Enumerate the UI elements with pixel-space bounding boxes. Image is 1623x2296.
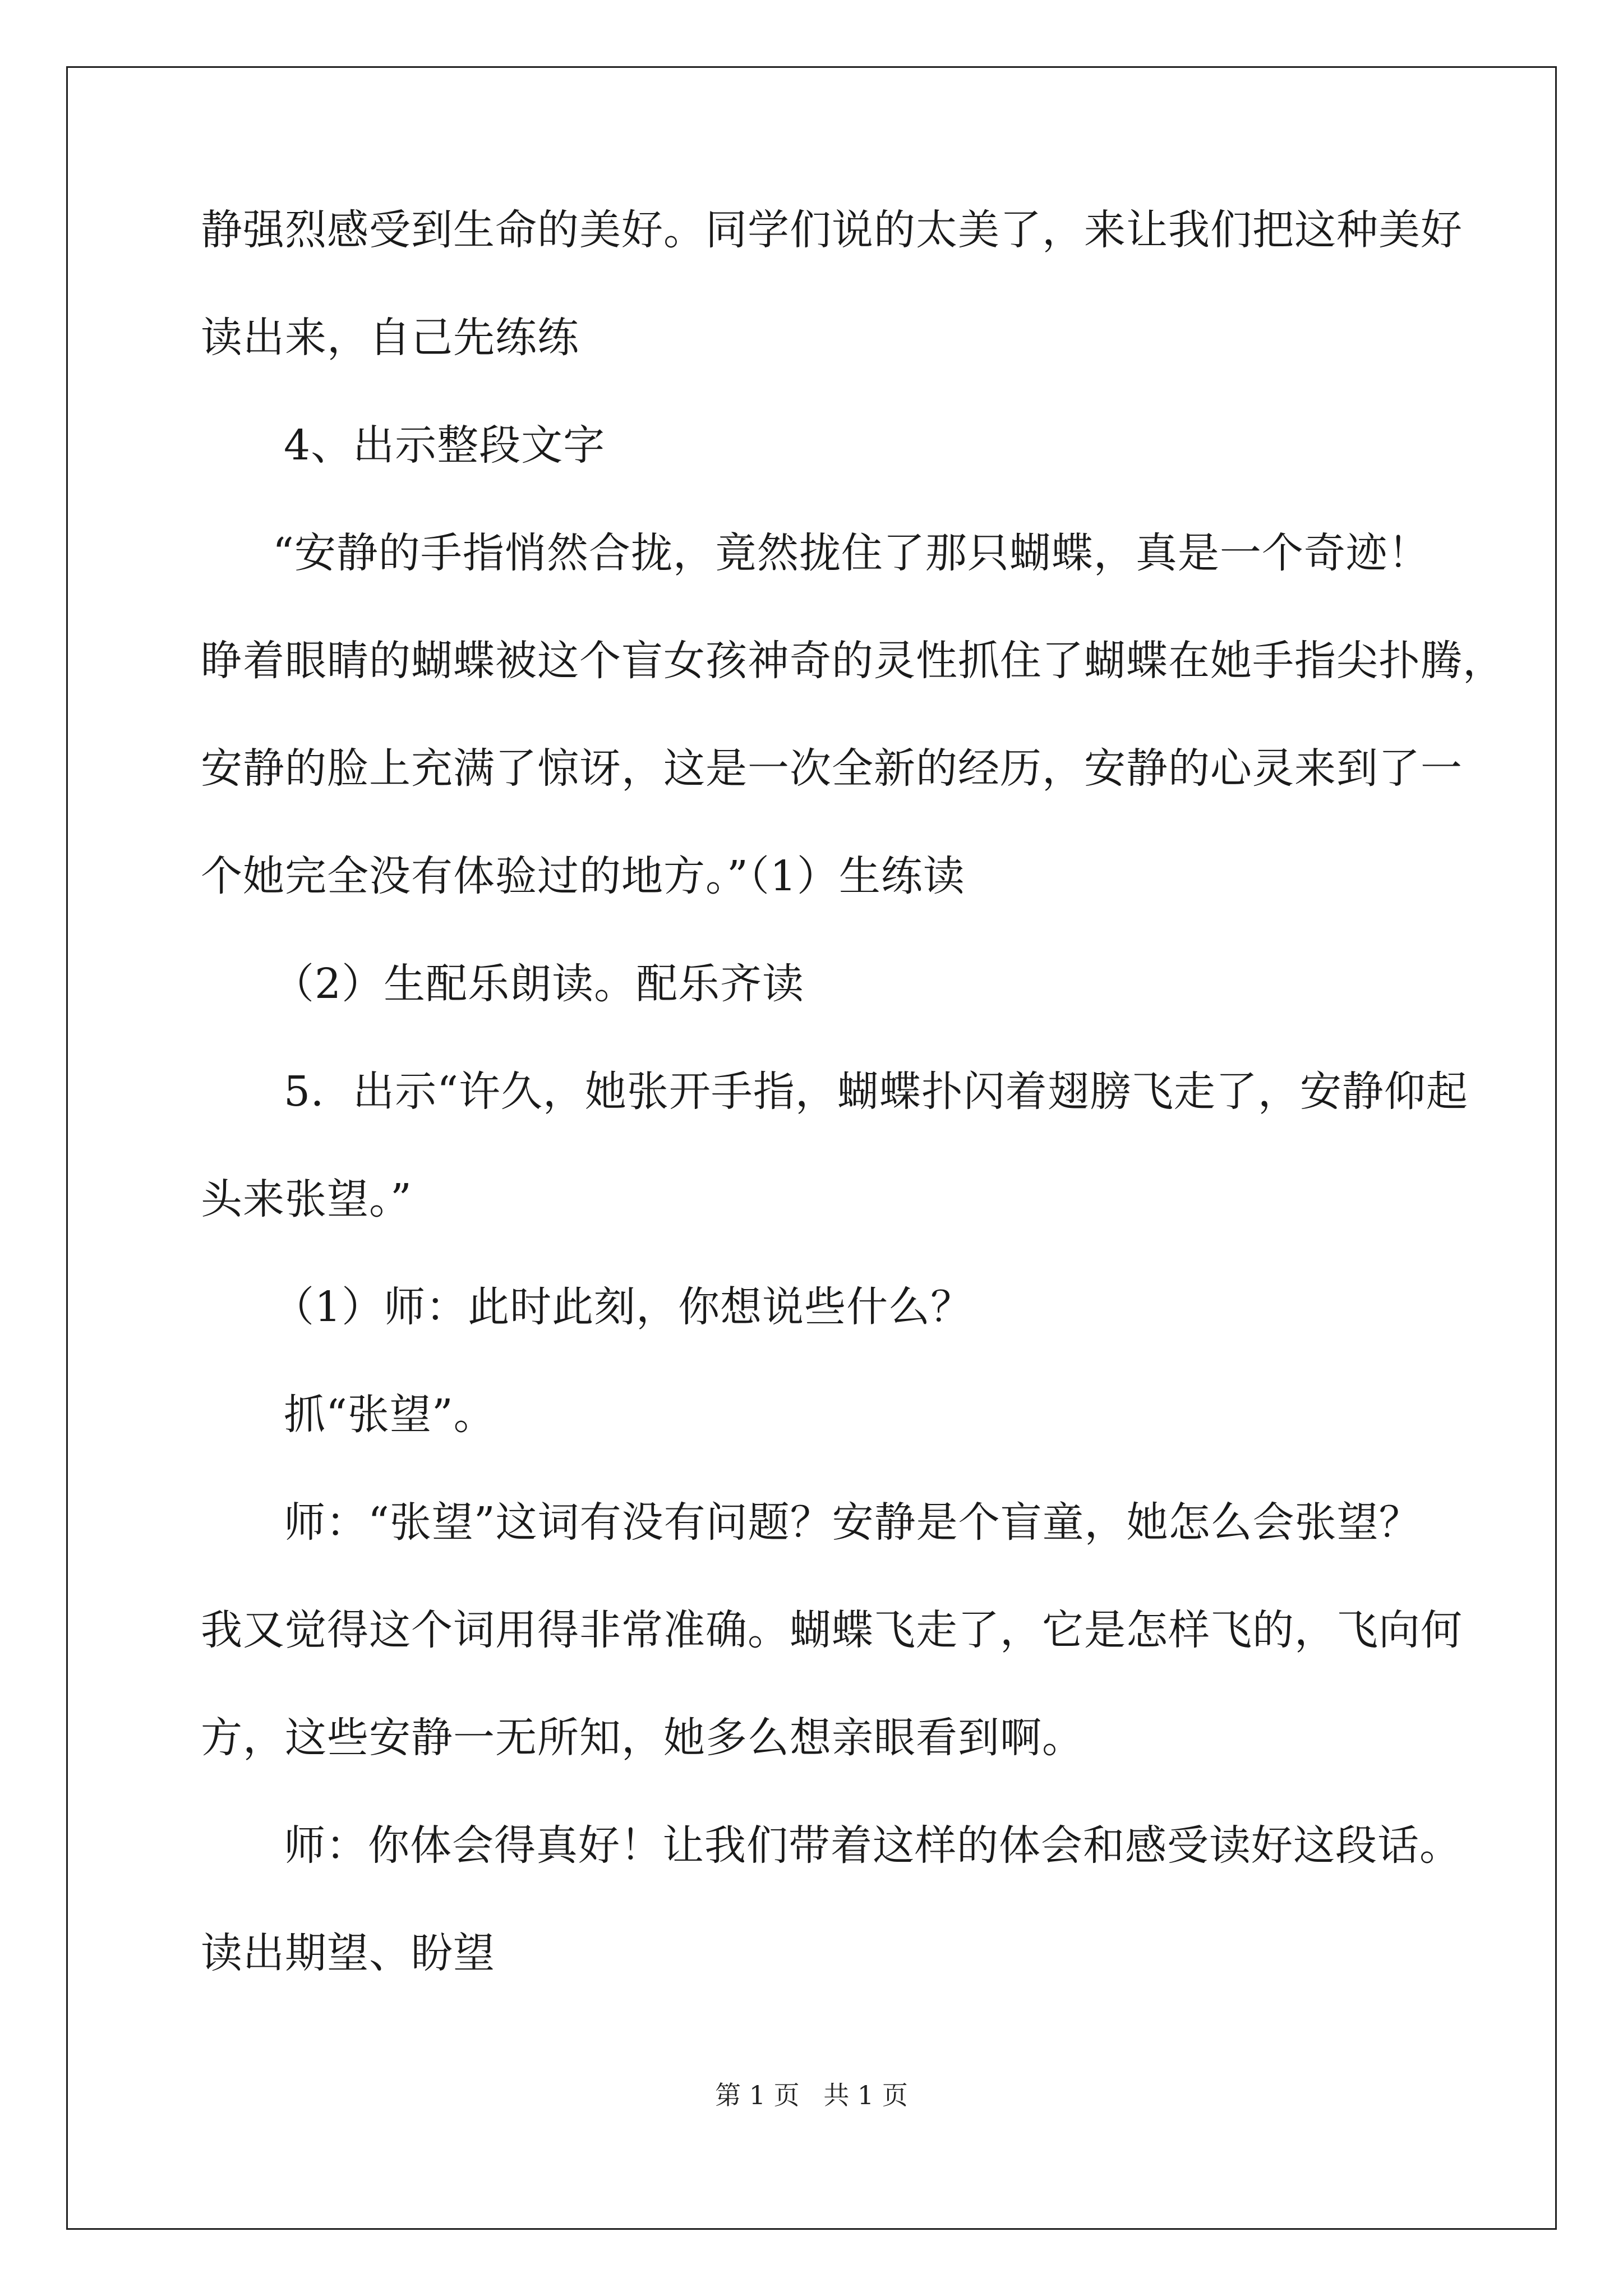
text-line: 方，这些安静一无所知，她多么想亲眼看到啊。 [201, 1714, 1084, 1762]
section-heading: 4、出示整段文字 [284, 421, 606, 470]
quote-line: 个她完全没有体验过的地方。”（1）生练读 [201, 852, 965, 900]
text-line: 我又觉得这个词用得非常准确。蝴蝶飞走了，它是怎样飞的，飞向何 [201, 1606, 1463, 1654]
page-number: 第 1 页 [715, 2080, 800, 2110]
text-line: 师：“张望”这词有没有问题？安静是个盲童，她怎么会张望？ [284, 1498, 1421, 1547]
text-line: （1）师：此时此刻，你想说些什么？ [273, 1283, 973, 1331]
text-line: 静强烈感受到生命的美好。同学们说的太美了，来让我们把这种美好 [201, 206, 1463, 254]
quote-line: “安静的手指悄然合拢，竟然拢住了那只蝴蝶，真是一个奇迹！ [273, 529, 1430, 577]
text-line: （2）生配乐朗读。配乐齐读 [273, 960, 805, 1008]
document-body [201, 202, 1505, 2033]
text-line: 师：你体会得真好！让我们带着这样的体会和感受读好这段话。 [284, 1821, 1461, 1870]
page-total: 共 1 页 [823, 2080, 908, 2110]
page-footer [0, 2078, 1623, 2112]
quote-line: 睁着眼睛的蝴蝶被这个盲女孩神奇的灵性抓住了蝴蝶在她手指尖扑腾， [201, 637, 1505, 685]
text-line: 头来张望。” [201, 1175, 412, 1223]
text-line: 抓“张望”。 [284, 1391, 496, 1439]
text-line: 读出期望、盼望 [201, 1929, 495, 1977]
text-line: 读出来，自己先练练 [201, 314, 579, 362]
section-heading: 5．出示“许久，她张开手指，蝴蝶扑闪着翅膀飞走了，安静仰起 [284, 1068, 1468, 1116]
quote-line: 安静的脸上充满了惊讶，这是一次全新的经历，安静的心灵来到了一 [201, 744, 1463, 793]
